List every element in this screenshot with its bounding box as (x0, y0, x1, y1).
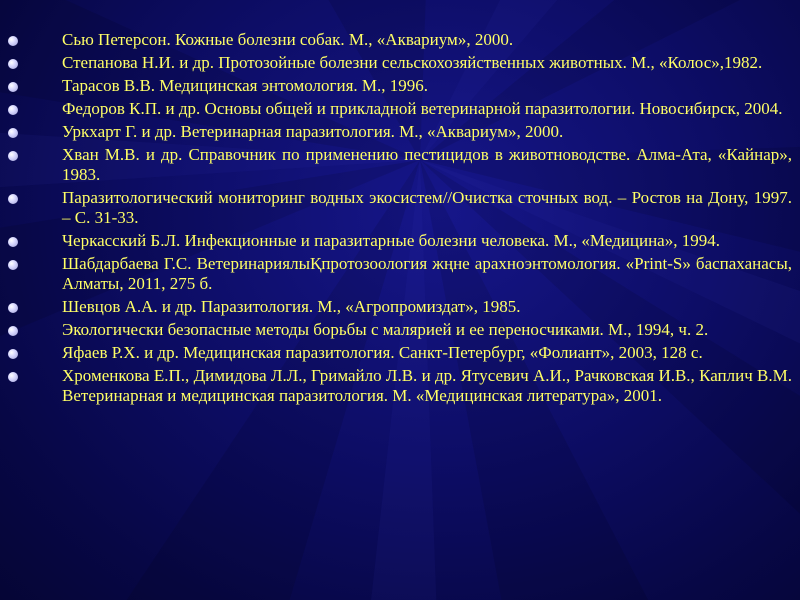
reference-text: Черкасский Б.Л. Инфекционные и паразитарные болезни человека. М., «Медицина», 1994. (62, 231, 720, 250)
reference-text: Шабдарбаева Г.С. ВетеринариялыҚпротозоология жңне арахноэнтомология. «Print-S» баспаханасы, Алматы, 2011, 275 б. (62, 254, 792, 293)
reference-item (8, 188, 792, 228)
bullet-icon (8, 303, 18, 313)
reference-item (8, 76, 792, 96)
bullet-icon (8, 151, 18, 161)
reference-list (8, 30, 792, 409)
reference-item (8, 53, 792, 73)
reference-item (8, 231, 792, 251)
reference-item (8, 145, 792, 185)
reference-text: Экологически безопасные методы борьбы с малярией и ее переносчиками. М., 1994, ч. 2. (62, 320, 709, 339)
bullet-icon (8, 105, 18, 115)
reference-item (8, 122, 792, 142)
reference-item (8, 320, 792, 340)
reference-text: Шевцов А.А. и др. Паразитология. М., «Агропромиздат», 1985. (62, 297, 521, 316)
reference-text: Хван М.В. и др. Справочник по применению пестицидов в животноводстве. Алма-Ата, «Кайнар», 1983. (62, 145, 792, 184)
reference-item (8, 30, 792, 50)
bullet-icon (8, 36, 18, 46)
reference-text: Яфаев Р.Х. и др. Медицинская паразитология. Санкт-Петербург, «Фолиант», 2003, 128 с. (62, 343, 703, 362)
bullet-icon (8, 326, 18, 336)
reference-item (8, 254, 792, 294)
bullet-icon (8, 260, 18, 270)
reference-text: Уркхарт Г. и др. Ветеринарная паразитология. М., «Аквариум», 2000. (62, 122, 564, 141)
bullet-icon (8, 59, 18, 69)
reference-text: Тарасов В.В. Медицинская энтомология. М., 1996. (62, 76, 429, 95)
reference-item (8, 343, 792, 363)
reference-text: Степанова Н.И. и др. Протозойные болезни сельскохозяйственных животных. М., «Колос»,1982. (62, 53, 763, 72)
reference-item (8, 366, 792, 406)
reference-text: Сью Петерсон. Кожные болезни собак. М., «Аквариум», 2000. (62, 30, 514, 49)
reference-item (8, 99, 792, 119)
reference-text: Федоров К.П. и др. Основы общей и прикладной ветеринарной паразитологии. Новосибирск, 2004. (62, 99, 783, 118)
reference-item (8, 297, 792, 317)
reference-text: Паразитологический мониторинг водных экосистем//Очистка сточных вод. – Ростов на Дону, 1997. – С. 31-33. (62, 188, 792, 227)
reference-text: Хроменкова Е.П., Димидова Л.Л., Гримайло Л.В. и др. Ятусевич А.И., Рачковская И.В., Каплич В.М. Ветеринарная и медицинская паразитология. М. «Медицинская литература», 2001. (62, 366, 792, 405)
bullet-icon (8, 128, 18, 138)
bullet-icon (8, 349, 18, 359)
bullet-icon (8, 194, 18, 204)
bullet-icon (8, 82, 18, 92)
bullet-icon (8, 237, 18, 247)
bullet-icon (8, 372, 18, 382)
